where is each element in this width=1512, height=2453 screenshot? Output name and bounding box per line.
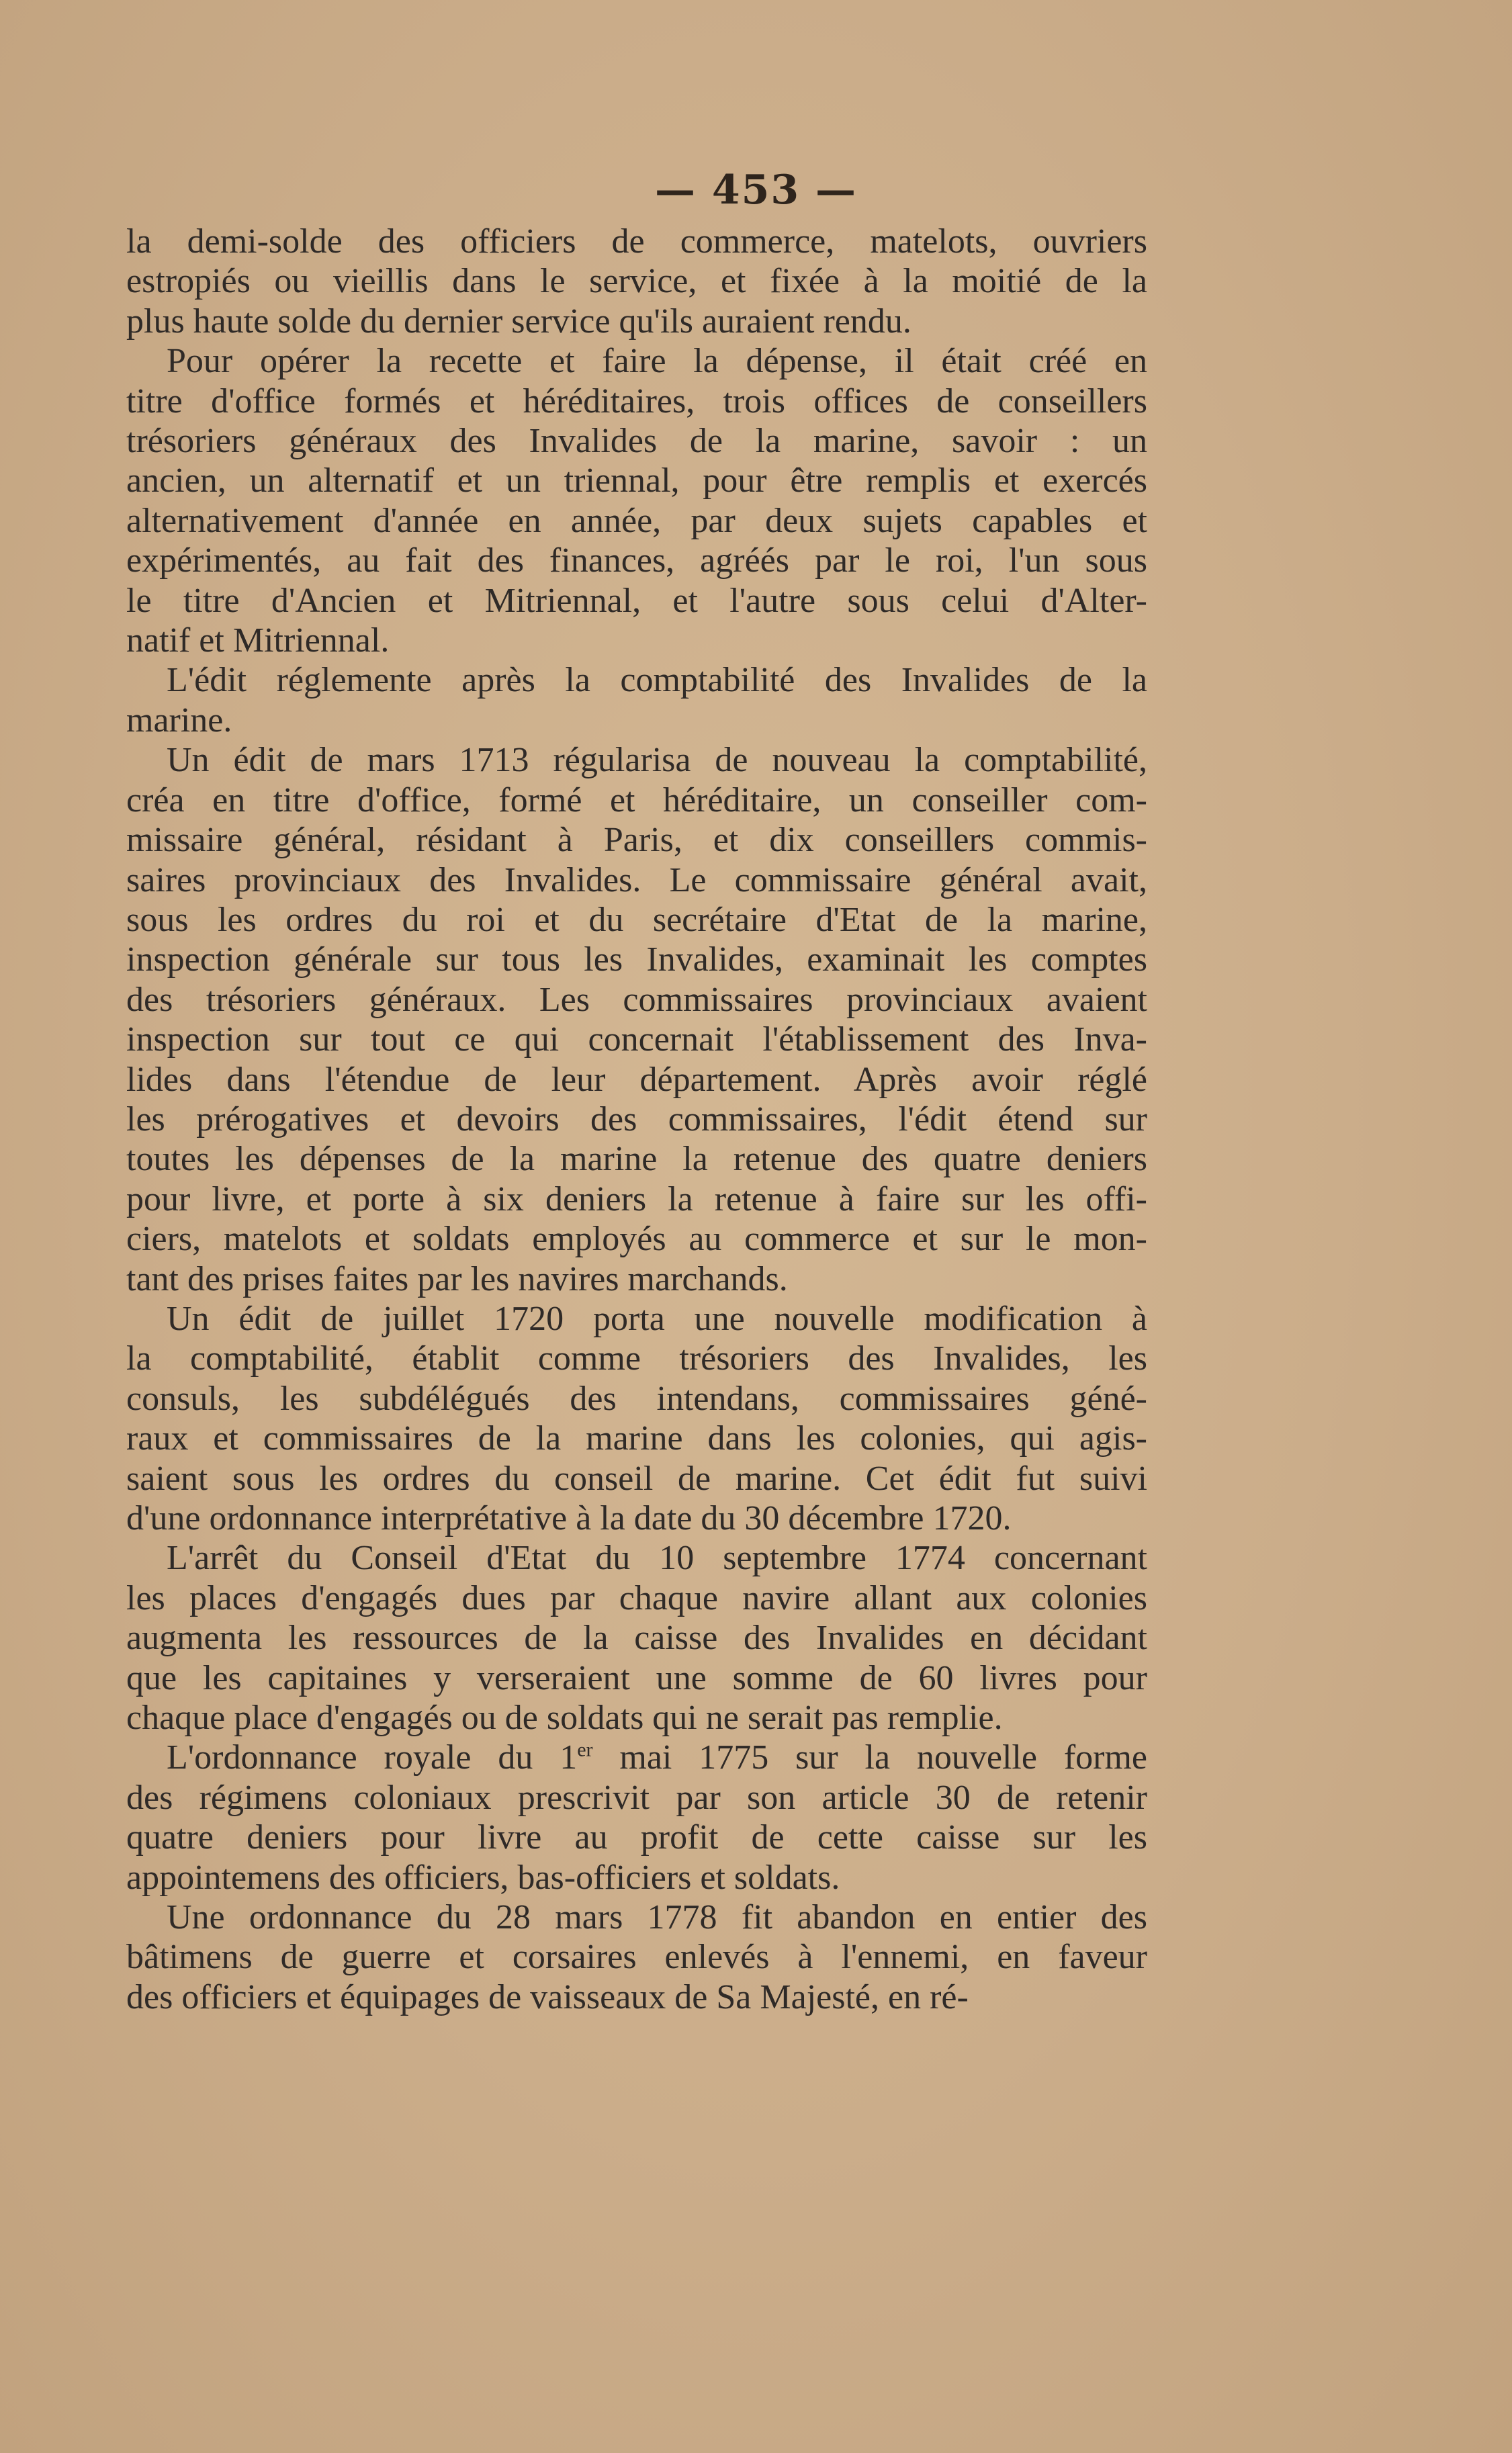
text-line: Un édit de mars 1713 régularisa de nouveau la comptabilité, <box>167 741 1147 780</box>
text-line: saires provinciaux des Invalides. Le commissaire général avait, <box>126 860 1147 899</box>
text-line: des officiers et équipages de vaisseaux de Sa Majesté, en ré- <box>126 1977 969 2016</box>
text-line: les places d'engagés dues par chaque navire allant aux colonies <box>126 1578 1147 1617</box>
text-line: consuls, les subdélégués des intendans, commissaires géné- <box>126 1379 1147 1418</box>
text-line: L'édit réglemente après la comptabilité des Invalides de la <box>167 661 1147 700</box>
text-line: appointemens des officiers, bas-officiers et soldats. <box>126 1858 840 1897</box>
text-line: plus haute solde du dernier service qu'ils auraient rendu. <box>126 302 911 341</box>
text-line: L'ordonnance royale du 1er mai 1775 sur la nouvelle forme <box>167 1738 1147 1777</box>
text-line: ciers, matelots et soldats employés au commerce et sur le mon- <box>126 1220 1147 1259</box>
paragraph <box>126 1738 1147 1898</box>
text-line: inspection générale sur tous les Invalides, examinait les comptes <box>126 940 1147 979</box>
text-line: raux et commissaires de la marine dans les colonies, qui agis- <box>126 1419 1147 1458</box>
paragraph <box>126 660 1147 740</box>
text-line: missaire général, résidant à Paris, et dix conseillers commis- <box>126 821 1147 860</box>
text-line: trésoriers généraux des Invalides de la marine, savoir : un <box>126 422 1147 461</box>
paragraph <box>126 740 1147 1299</box>
text-line: tant des prises faites par les navires marchands. <box>126 1259 788 1298</box>
text-line: la comptabilité, établit comme trésoriers des Invalides, les <box>126 1339 1147 1378</box>
text-line: bâtimens de guerre et corsaires enlevés à l'ennemi, en faveur <box>126 1938 1147 1977</box>
page-number: — 453 — <box>654 167 858 214</box>
text-line: le titre d'Ancien et Mitriennal, et l'autre sous celui d'Alter- <box>126 581 1147 620</box>
text-line: quatre deniers pour livre au profit de cette caisse sur les <box>126 1818 1147 1857</box>
text-line: alternativement d'année en année, par deux sujets capables et <box>126 501 1147 540</box>
text-line: sous les ordres du roi et du secrétaire d'Etat de la marine, <box>126 900 1147 939</box>
text-line: la demi-solde des officiers de commerce, matelots, ouvriers <box>126 222 1147 261</box>
text-line: les prérogatives et devoirs des commissaires, l'édit étend sur <box>126 1100 1147 1139</box>
text-line: marine. <box>126 701 232 740</box>
text-line: Pour opérer la recette et faire la dépense, il était créé en <box>167 342 1147 381</box>
text-line: pour livre, et porte à six deniers la retenue à faire sur les offi- <box>126 1179 1147 1218</box>
text-line: Une ordonnance du 28 mars 1778 fit abandon en entier des <box>167 1898 1147 1937</box>
paragraph <box>126 1299 1147 1538</box>
text-line: ancien, un alternatif et un triennal, pour être remplis et exercés <box>126 461 1147 500</box>
text-line: chaque place d'engagés ou de soldats qui ne serait pas remplie. <box>126 1699 1003 1738</box>
paragraph <box>126 341 1147 660</box>
text-line: Un édit de juillet 1720 porta une nouvelle modification à <box>167 1299 1147 1338</box>
text-line: L'arrêt du Conseil d'Etat du 10 septembre 1774 concernant <box>167 1539 1147 1578</box>
text-line: augmenta les ressources de la caisse des Invalides en décidant <box>126 1619 1147 1658</box>
body-text <box>126 222 1147 2017</box>
text-line: des régimens coloniaux prescrivit par son article 30 de retenir <box>126 1778 1147 1817</box>
text-line: natif et Mitriennal. <box>126 621 390 660</box>
text-line: saient sous les ordres du conseil de marine. Cet édit fut suivi <box>126 1459 1147 1498</box>
text-line: d'une ordonnance interprétative à la date du 30 décembre 1720. <box>126 1499 1012 1537</box>
text-line: titre d'office formés et héréditaires, trois offices de conseillers <box>126 382 1147 420</box>
paragraph <box>126 1898 1147 2017</box>
text-line: toutes les dépenses de la marine la retenue des quatre deniers <box>126 1140 1147 1179</box>
text-line: créa en titre d'office, formé et héréditaire, un conseiller com- <box>126 780 1147 819</box>
text-line: estropiés ou vieillis dans le service, et fixée à la moitié de la <box>126 262 1147 301</box>
text-line: lides dans l'étendue de leur département. Après avoir réglé <box>126 1060 1147 1099</box>
text-line: des trésoriers généraux. Les commissaires provinciaux avaient <box>126 980 1147 1019</box>
paragraph <box>126 222 1147 341</box>
text-line: que les capitaines y verseraient une somme de 60 livres pour <box>126 1658 1147 1697</box>
text-line: inspection sur tout ce qui concernait l'établissement des Inva- <box>126 1020 1147 1059</box>
paragraph <box>126 1538 1147 1738</box>
text-line: expérimentés, au fait des finances, agréés par le roi, l'un sous <box>126 541 1147 580</box>
